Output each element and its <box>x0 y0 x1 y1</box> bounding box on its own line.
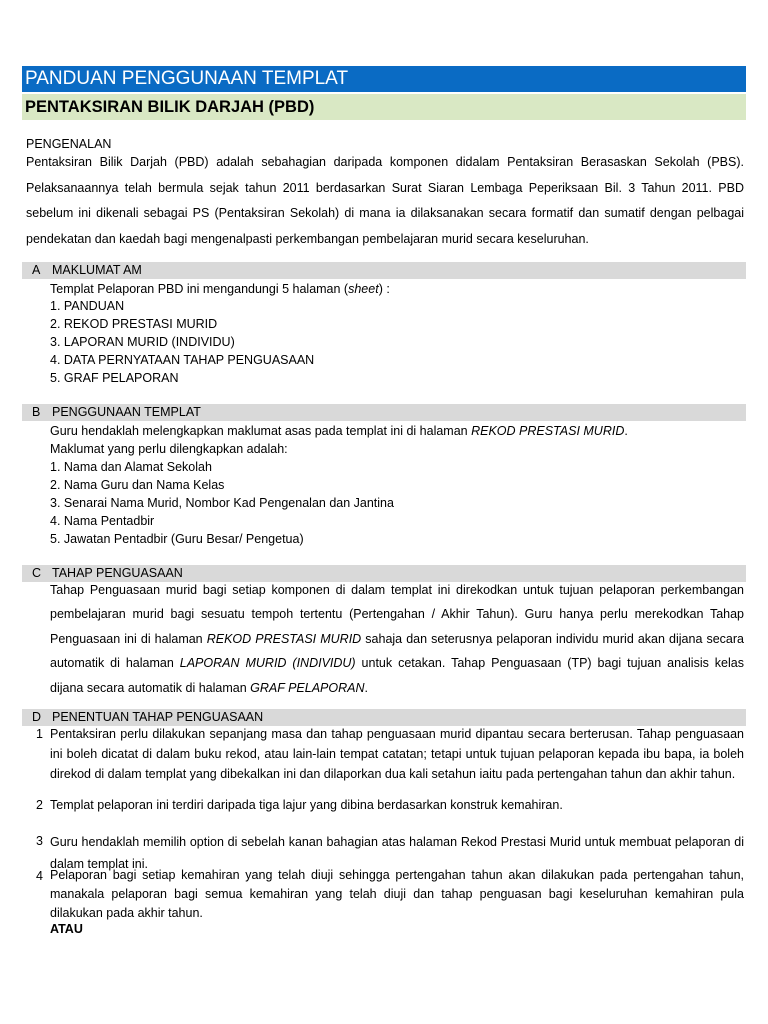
intro-paragraph: Pentaksiran Bilik Darjah (PBD) adalah sebahagian daripada komponen didalam Pentaksiran Berasaskan Sekolah (PBS). Pelaksanaannya telah bermula sejak tahun 2011 berdasarkan Surat Siaran Lembaga Peperiksaan Bil. 3 Tahun 2011. PBD sebelum ini dikenali sebagai PS (Pentaksiran Sekolah) di mana ia dilaksanakan secara formatif dan sumatif dengan pelbagai pendekatan dan kaedah bagi mengenalpasti perkembangan pembelajaran murid secara keseluruhan. <box>26 155 744 246</box>
list-item: 4. Nama Pentadbir <box>50 514 155 528</box>
section-b-letter: B <box>32 405 41 419</box>
section-c-text-4: . <box>364 680 368 695</box>
section-c-italic-1: REKOD PRESTASI MURID <box>206 631 362 646</box>
list-item: 3. LAPORAN MURID (INDIVIDU) <box>50 335 235 349</box>
section-a-title: MAKLUMAT AM <box>52 263 142 277</box>
list-item: 5. GRAF PELAPORAN <box>50 371 179 385</box>
list-item-number: 2 <box>36 798 43 812</box>
section-a-intro-before: Templat Pelaporan PBD ini mengandungi 5 halaman ( <box>50 282 349 296</box>
section-c-text-3: untuk cetakan. Tahap Penguasaan (TP) bagi tujuan analisis kelas dijana secara automatik di halaman <box>50 656 744 695</box>
section-c-title: TAHAP PENGUASAAN <box>52 566 183 580</box>
list-item: 5. Jawatan Pentadbir (Guru Besar/ Pengetua) <box>50 532 304 546</box>
list-item: Templat pelaporan ini terdiri daripada tiga lajur yang dibina berdasarkan konstruk kemahiran. <box>50 798 563 812</box>
section-c-italic-3: GRAF PELAPORAN <box>250 680 365 695</box>
section-c-text-1: Tahap Penguasaan murid bagi setiap komponen di dalam templat ini direkodkan untuk tujuan pelaporan perkembangan pembelajaran murid bagi sesuatu tempoh tertentu (Pertengahan / Akhir Tahun). Guru hanya perlu merekodkan Tahap Penguasaan ini di halaman <box>50 583 744 646</box>
list-item-number: 4 <box>36 869 43 883</box>
section-a-intro-after: ) : <box>378 282 390 296</box>
list-item-number: 1 <box>36 727 43 741</box>
intro-heading: PENGENALAN <box>26 137 112 151</box>
section-b-header <box>22 404 746 421</box>
list-item: 4. DATA PERNYATAAN TAHAP PENGUASAAN <box>50 353 315 367</box>
list-item: Pentaksiran perlu dilakukan sepanjang masa dan tahap penguasaan murid dipantau secara berterusan. Tahap penguasaan ini boleh dicatat di dalam buku rekod, atau lain-lain tempat catatan; tetapi untuk tujuan pelaporan kepada ibu bapa, ia boleh direkod di dalam templat yang dibekalkan ini dan dilaporkan dua kali setahun iaitu pada pertengahan tahun dan akhir tahun. <box>50 727 744 781</box>
list-item-number: 3 <box>36 834 43 848</box>
list-item: 2. REKOD PRESTASI MURID <box>50 317 218 331</box>
list-item: 3. Senarai Nama Murid, Nombor Kad Pengenalan dan Jantina <box>50 496 394 510</box>
section-d-title: PENENTUAN TAHAP PENGUASAAN <box>52 710 264 724</box>
section-b-line1 <box>50 422 628 440</box>
section-c-italic-2: LAPORAN MURID (INDIVIDU) <box>179 656 356 671</box>
section-b-line1-after: . <box>624 424 628 438</box>
list-item: 2. Nama Guru dan Nama Kelas <box>50 478 225 492</box>
section-b-line1-before: Guru hendaklah melengkapkan maklumat asas pada templat ini di halaman <box>50 424 472 438</box>
list-item: 1. PANDUAN <box>50 299 125 313</box>
atau-label: ATAU <box>50 922 83 936</box>
list-item: 1. Nama dan Alamat Sekolah <box>50 460 212 474</box>
list-item: Pelaporan bagi setiap kemahiran yang telah diuji sehingga pertengahan tahun akan dilakukan pada pertengahan tahun, manakala pelaporan bagi semua kemahiran yang telah diuji dan tahap penguasan bagi keseluruhan kemahiran pula dilakukan pada akhir tahun. <box>50 868 744 920</box>
list-item: Guru hendaklah memilih option di sebelah kanan bahagian atas halaman Rekod Prestasi Murid untuk membuat pelaporan di dalam templat ini. <box>50 835 744 871</box>
section-d-letter: D <box>32 710 42 724</box>
document-title: PANDUAN PENGGUNAAN TEMPLAT <box>22 66 746 92</box>
section-a-intro <box>50 280 390 298</box>
section-a-intro-italic: sheet <box>348 282 379 296</box>
section-b-line2: Maklumat yang perlu dilengkapkan adalah: <box>50 442 288 456</box>
document-subtitle: PENTAKSIRAN BILIK DARJAH (PBD) <box>22 94 746 120</box>
section-c-text-2: sahaja dan seterusnya pelaporan individu murid akan dijana secara automatik di halaman <box>50 631 745 671</box>
section-b-line1-italic: REKOD PRESTASI MURID <box>471 424 625 438</box>
section-a-header <box>22 262 746 279</box>
section-a-letter: A <box>32 263 41 277</box>
section-b-title: PENGGUNAAN TEMPLAT <box>52 405 201 419</box>
section-c-paragraph <box>50 578 744 700</box>
section-c-letter: C <box>32 566 42 580</box>
